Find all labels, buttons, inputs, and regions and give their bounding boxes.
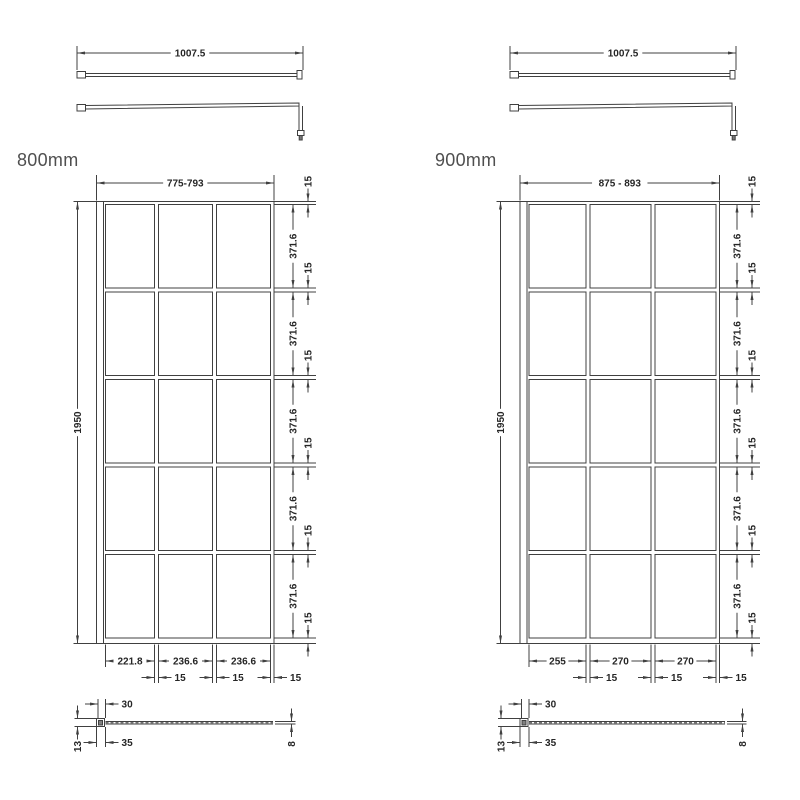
dim-label — [748, 176, 759, 188]
dim-text: 236.6 — [172, 656, 199, 668]
glass-pane — [106, 467, 155, 551]
dim-text: 15 — [303, 175, 315, 188]
dim-text: 255 — [549, 656, 566, 668]
glass-pane — [217, 205, 271, 289]
dim-label — [497, 741, 508, 753]
dim-label — [288, 405, 300, 438]
dim-text: 15 — [747, 262, 759, 274]
drawing-900 — [495, 46, 760, 752]
dim-label — [304, 525, 315, 537]
dim-text: 1950 — [73, 411, 84, 434]
bar-wall-fitting — [77, 72, 86, 79]
dim-text: 371.6 — [288, 408, 300, 434]
dim-text: 15 — [747, 349, 759, 362]
dim-text: 875 - 893 — [598, 178, 641, 190]
dim-text: 15 — [606, 673, 618, 684]
glass-pane — [590, 555, 651, 639]
dim-label — [671, 673, 683, 684]
dim-label — [675, 656, 697, 668]
glass-pane — [217, 380, 271, 464]
bar-wall-fitting — [510, 105, 519, 112]
dim-label — [73, 741, 84, 753]
dim-text: 13 — [496, 740, 508, 753]
glass-pane — [217, 292, 271, 376]
support-bar-assembly — [510, 46, 737, 140]
dim-text: 15 — [303, 612, 315, 624]
glass-pane — [159, 205, 213, 289]
dim-label — [732, 580, 744, 613]
dim-label — [592, 178, 647, 190]
dim-text: 371.6 — [732, 496, 744, 522]
dim-text: 15 — [747, 524, 759, 537]
dim-label — [304, 350, 315, 362]
dim-text: 775-793 — [166, 178, 204, 190]
bar-glass-bracket — [730, 71, 735, 80]
dim-label — [304, 612, 315, 624]
dim-text: 8 — [287, 741, 298, 747]
elbow-fitting — [731, 131, 738, 136]
glass-pane — [529, 380, 586, 464]
dim-label — [122, 738, 134, 749]
glass-pane — [655, 555, 716, 639]
dim-label — [732, 230, 744, 263]
dim-label — [288, 492, 300, 525]
dim-text: 30 — [545, 699, 557, 711]
glass-pane — [106, 555, 155, 639]
elbow-fitting-pin — [299, 136, 302, 141]
glass-pane — [590, 380, 651, 464]
dim-text: 35 — [121, 738, 133, 749]
glass-pane — [159, 292, 213, 376]
dim-text: 8 — [738, 741, 749, 747]
dim-label — [288, 580, 300, 613]
dim-label — [495, 409, 507, 436]
dim-text: 1950 — [496, 411, 507, 434]
dim-text: 15 — [747, 612, 759, 624]
dim-label — [610, 656, 632, 668]
straight-support-bar — [519, 74, 732, 77]
plan-view — [73, 699, 298, 752]
dim-label — [227, 656, 260, 668]
dim-label — [748, 612, 759, 624]
dim-label — [175, 673, 187, 684]
dim-text: 371.6 — [732, 408, 744, 434]
dim-label — [732, 492, 744, 525]
drawing-800 — [72, 46, 316, 752]
dim-text: 371.6 — [288, 321, 300, 347]
dim-label — [287, 741, 298, 747]
dim-label — [72, 409, 84, 436]
dim-label — [732, 405, 744, 438]
dim-label — [604, 48, 643, 60]
glass-pane — [106, 292, 155, 376]
dim-text: 15 — [747, 437, 759, 449]
bar-glass-bracket — [297, 71, 302, 80]
glass-pane — [590, 205, 651, 289]
glass-pane — [106, 205, 155, 289]
dim-text: 15 — [303, 524, 315, 537]
angled-support-bar — [86, 103, 300, 109]
dim-text: 1007.5 — [607, 48, 639, 60]
elbow-fitting-pin — [732, 136, 735, 141]
dim-text: 15 — [303, 349, 315, 362]
angled-support-bar — [519, 103, 733, 109]
glass-pane — [159, 467, 213, 551]
dim-text: 236.6 — [230, 656, 257, 668]
dim-label — [122, 700, 134, 711]
plan-view — [497, 699, 750, 752]
dim-text: 15 — [671, 673, 683, 684]
dim-label — [290, 673, 302, 684]
dim-label — [304, 437, 315, 449]
elbow-fitting — [298, 131, 305, 136]
dim-label — [736, 673, 748, 684]
dim-label — [748, 350, 759, 362]
dim-text: 371.6 — [732, 233, 744, 259]
dim-label — [288, 317, 300, 350]
dim-text: 35 — [545, 738, 557, 749]
dim-text: 1007.5 — [174, 48, 206, 60]
glass-pane — [655, 467, 716, 551]
glass-pane — [529, 292, 586, 376]
dim-text: 371.6 — [288, 496, 300, 522]
dim-text: 15 — [303, 262, 315, 274]
dim-text: 15 — [174, 673, 186, 684]
dim-label — [169, 656, 202, 668]
dim-label — [748, 525, 759, 537]
glass-pane — [529, 467, 586, 551]
bar-wall-fitting — [510, 72, 519, 79]
dim-text: 371.6 — [288, 233, 300, 259]
dim-label — [547, 656, 569, 668]
plan-wall-channel-core — [99, 721, 103, 726]
dim-label — [304, 176, 315, 188]
dim-text: 30 — [121, 699, 133, 711]
glass-pane — [655, 292, 716, 376]
glass-pane — [217, 467, 271, 551]
glass-pane — [159, 555, 213, 639]
dim-text: 221.8 — [117, 656, 143, 668]
dim-label — [163, 178, 207, 190]
dim-text: 371.6 — [732, 583, 744, 609]
dim-label — [738, 741, 749, 747]
glass-pane — [529, 205, 586, 289]
straight-support-bar — [86, 74, 299, 77]
dim-label — [606, 673, 618, 684]
dim-label — [171, 48, 210, 60]
dim-label — [748, 437, 759, 449]
plan-wall-channel-core — [522, 721, 526, 726]
glass-pane — [217, 555, 271, 639]
dim-label — [304, 262, 315, 274]
glass-pane — [655, 205, 716, 289]
glass-pane — [590, 467, 651, 551]
dim-text: 15 — [232, 673, 244, 684]
dim-label — [732, 317, 744, 350]
dim-text: 15 — [290, 673, 302, 684]
dim-text: 270 — [677, 656, 694, 668]
dim-text: 15 — [747, 175, 759, 188]
dim-text: 270 — [612, 656, 629, 668]
dim-label — [545, 700, 557, 711]
glass-pane — [529, 555, 586, 639]
size-label-800: 800mm — [17, 150, 79, 170]
glass-pane — [106, 380, 155, 464]
dim-label — [545, 738, 557, 749]
glass-pane — [159, 380, 213, 464]
bar-wall-fitting — [77, 105, 86, 112]
dim-text: 371.6 — [288, 583, 300, 609]
dim-text: 15 — [735, 673, 747, 684]
dim-text: 371.6 — [732, 321, 744, 347]
dim-text: 15 — [303, 437, 315, 449]
glass-pane — [655, 380, 716, 464]
dim-text: 13 — [73, 740, 84, 753]
panel-front-view — [72, 175, 316, 684]
support-bar-assembly — [77, 46, 304, 140]
size-label-900: 900mm — [435, 150, 497, 170]
panel-front-view — [495, 175, 760, 684]
dim-label — [748, 262, 759, 274]
glass-pane — [590, 292, 651, 376]
dim-label — [288, 230, 300, 263]
dim-label — [233, 673, 245, 684]
dim-label — [114, 656, 147, 668]
